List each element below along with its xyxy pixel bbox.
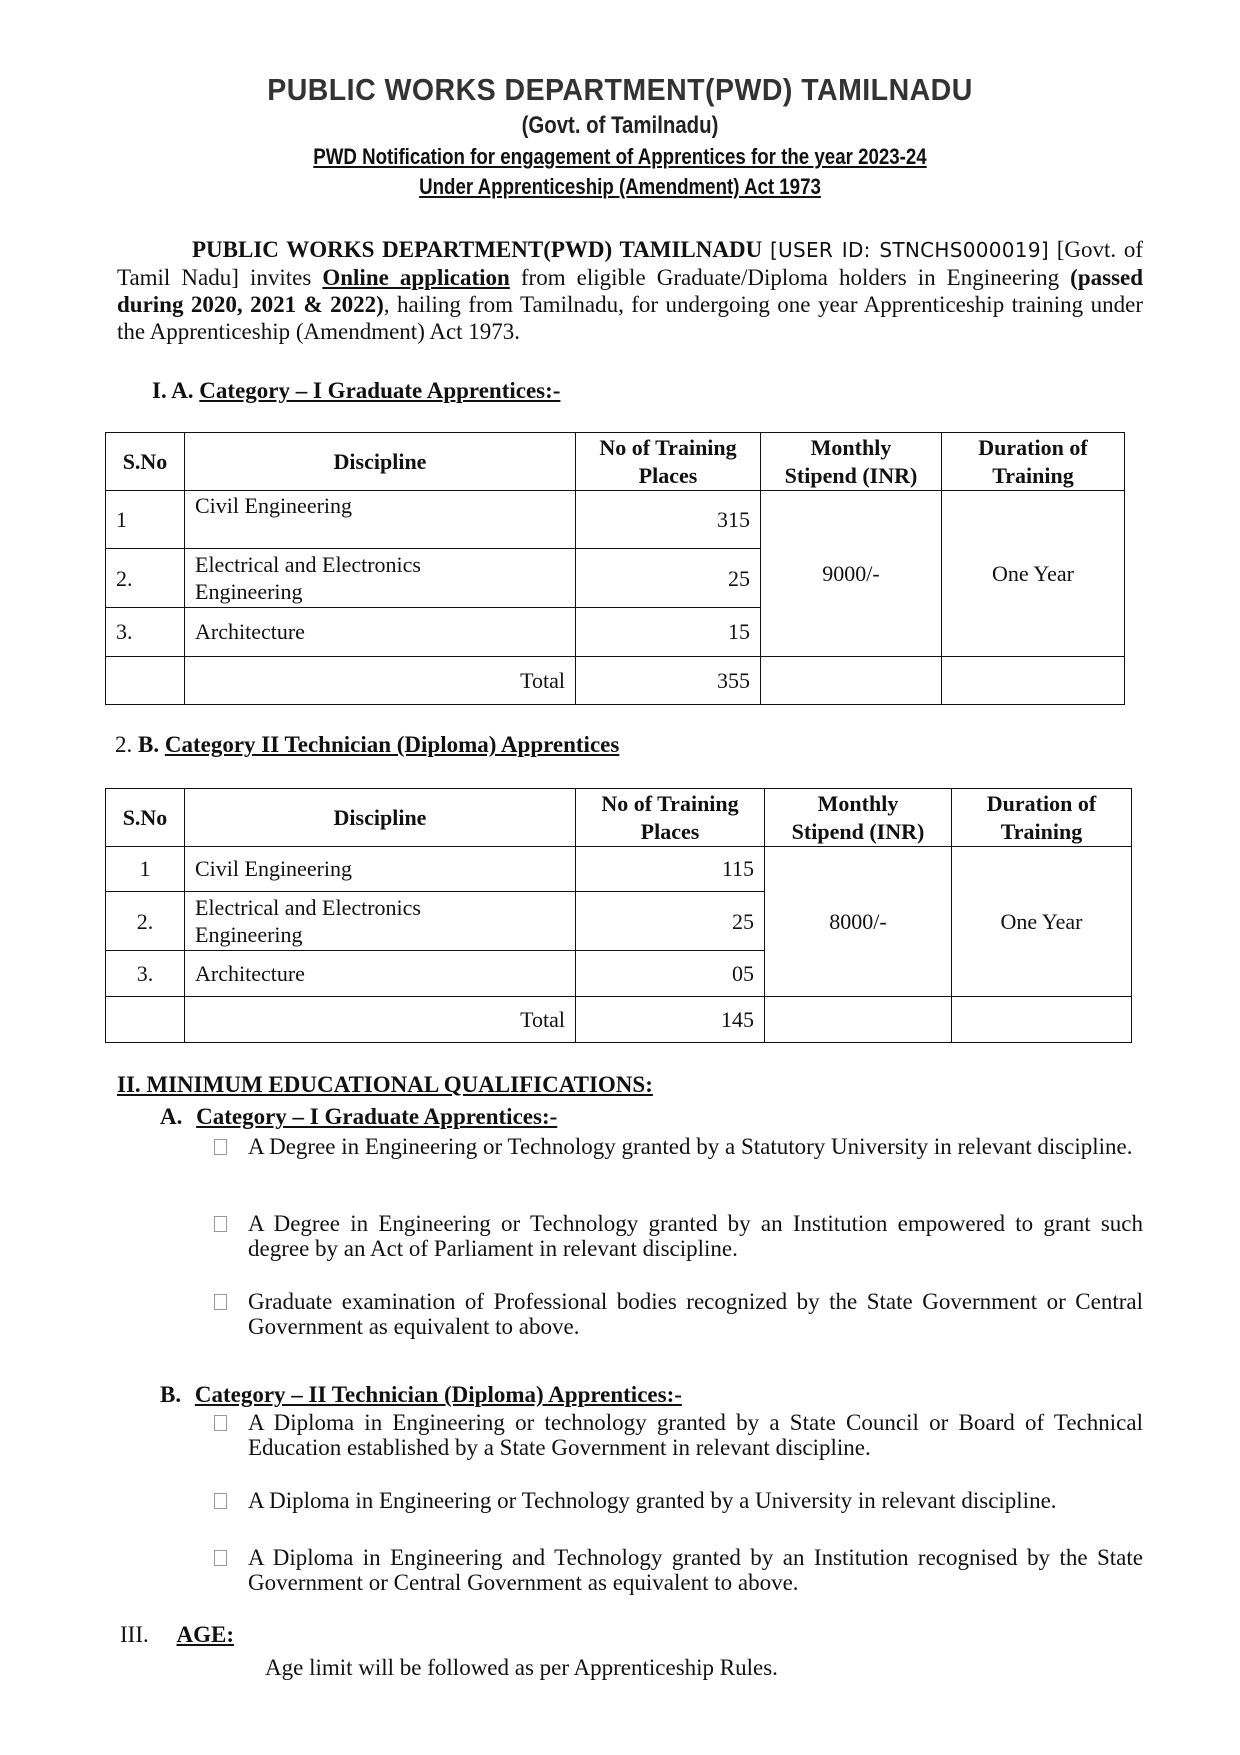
col-sno: S.No — [106, 433, 185, 491]
cell-sno: 2. — [106, 549, 185, 608]
bullet-box-icon — [214, 1216, 227, 1232]
cell-empty — [942, 657, 1125, 705]
section-title: Category – I Graduate Apprentices:- — [199, 378, 561, 403]
cell-discipline: Architecture — [185, 951, 576, 997]
cell-discipline: Civil Engineering — [185, 491, 576, 549]
qual-b-item-2: A Diploma in Engineering or Technology granted by a University in relevant discipline. — [248, 1488, 1143, 1513]
cell-sno: 3. — [106, 608, 185, 657]
cell-discipline: Electrical and Electronics Engineering — [185, 549, 576, 608]
bullet-box-icon — [214, 1493, 227, 1509]
intro-text1: from eligible Graduate/Diploma holders in Engineering — [520, 265, 1060, 290]
org-title: PUBLIC WORKS DEPARTMENT(PWD) TAMILNADU — [267, 72, 973, 107]
age-text: Age limit will be followed as per Apprenticeship Rules. — [265, 1655, 778, 1680]
col-discipline: Discipline — [185, 789, 576, 847]
act-title: Under Apprenticeship (Amendment) Act 1973 — [419, 174, 821, 199]
table-row — [106, 847, 1132, 892]
section-prefix: B. — [160, 1382, 182, 1407]
col-places: No of Training Places — [576, 433, 761, 491]
section-1b-heading — [115, 732, 619, 758]
online-application: Online application — [322, 265, 510, 290]
section-title: Category – II Technician (Diploma) Apprentices:- — [194, 1382, 682, 1407]
cell-places: 25 — [576, 892, 765, 951]
section-letter: B. — [138, 732, 160, 757]
qualifications-heading: II. MINIMUM EDUCATIONAL QUALIFICATIONS: — [117, 1072, 653, 1097]
cell-empty — [952, 997, 1132, 1043]
cell-discipline: Electrical and Electronics Engineering — [185, 892, 576, 951]
cell-discipline: Architecture — [185, 608, 576, 657]
col-duration: Duration of Training — [952, 789, 1132, 847]
cell-empty — [761, 657, 942, 705]
bullet-box-icon — [214, 1550, 227, 1566]
cell-places: 115 — [576, 847, 765, 892]
cell-stipend: 8000/- — [765, 847, 952, 997]
section-prefix: A. — [160, 1104, 183, 1129]
cell-sno: 3. — [106, 951, 185, 997]
cell-duration: One Year — [952, 847, 1132, 997]
cell-empty — [106, 657, 185, 705]
col-discipline: Discipline — [185, 433, 576, 491]
col-stipend: Monthly Stipend (INR) — [761, 433, 942, 491]
notification-title: PWD Notification for engagement of Apprentices for the year 2023-24 — [313, 144, 927, 169]
table-header-row — [106, 789, 1132, 847]
cell-total: 355 — [576, 657, 761, 705]
col-stipend: Monthly Stipend (INR) — [765, 789, 952, 847]
user-id: [USER ID: STNCHS000019] — [769, 238, 1049, 262]
table-row — [106, 491, 1125, 549]
qual-b-item-3: A Diploma in Engineering and Technology granted by an Institution recognised by the State Government or Central Government as equivalent to above. — [248, 1545, 1143, 1595]
cell-total-label: Total — [185, 657, 576, 705]
qual-b-item-1: A Diploma in Engineering or technology granted by a State Council or Board of Technical Education established by a State Government in relevant discipline. — [248, 1410, 1143, 1460]
section-title: Category II Technician (Diploma) Apprentices — [164, 732, 620, 757]
qual-cat-a-heading — [160, 1104, 557, 1130]
section-prefix: III. — [120, 1622, 149, 1647]
table-header-row — [106, 433, 1125, 491]
qual-cat-b-heading — [160, 1382, 682, 1408]
section-title: AGE: — [176, 1622, 234, 1647]
intro-org: PUBLIC WORKS DEPARTMENT(PWD) TAMILNADU — [192, 237, 763, 262]
cell-discipline: Civil Engineering — [185, 847, 576, 892]
cell-places: 25 — [576, 549, 761, 608]
cell-places: 15 — [576, 608, 761, 657]
intro-passed: (passed during 2020, 2021 & 2022) — [117, 265, 1144, 317]
col-sno: S.No — [106, 789, 185, 847]
cell-duration: One Year — [942, 491, 1125, 657]
intro-govt: [Govt. of Tamil Nadu] invites — [117, 237, 1144, 290]
cell-empty — [106, 997, 185, 1043]
cell-sno: 1 — [106, 491, 185, 549]
cell-total: 145 — [576, 997, 765, 1043]
bullet-box-icon — [214, 1294, 227, 1310]
cell-stipend: 9000/- — [761, 491, 942, 657]
intro-paragraph — [117, 236, 1143, 345]
section-prefix: 2. — [115, 732, 133, 757]
cell-places: 05 — [576, 951, 765, 997]
cell-total-label: Total — [185, 997, 576, 1043]
cell-sno: 2. — [106, 892, 185, 951]
qual-a-item-1: A Degree in Engineering or Technology granted by a Statutory University in relevant discipline. — [248, 1134, 1143, 1159]
col-places: No of Training Places — [576, 789, 765, 847]
bullet-box-icon — [214, 1415, 227, 1431]
bullet-box-icon — [214, 1139, 227, 1155]
col-duration: Duration of Training — [942, 433, 1125, 491]
cell-sno: 1 — [106, 847, 185, 892]
table-total-row — [106, 997, 1132, 1043]
qual-a-item-3: Graduate examination of Professional bodies recognized by the State Government or Central Government as equivalent to above. — [248, 1289, 1143, 1339]
section-title: Category – I Graduate Apprentices:- — [196, 1104, 558, 1129]
qual-a-item-2: A Degree in Engineering or Technology granted by an Institution empowered to grant such degree by an Act of Parliament in relevant discipline. — [248, 1211, 1143, 1261]
section-prefix: I. A. — [152, 378, 194, 403]
graduate-table — [105, 432, 1125, 705]
cell-empty — [765, 997, 952, 1043]
cell-places: 315 — [576, 491, 761, 549]
age-heading — [120, 1622, 234, 1648]
govt-subtitle: (Govt. of Tamilnadu) — [521, 112, 719, 139]
section-1a-heading — [152, 378, 560, 404]
table-total-row — [106, 657, 1125, 705]
intro-text2: , hailing from Tamilnadu, for undergoing one year Apprenticeship training under the Apprenticeship (Amendment) Act 1973. — [117, 292, 1143, 344]
diploma-table — [105, 788, 1132, 1043]
